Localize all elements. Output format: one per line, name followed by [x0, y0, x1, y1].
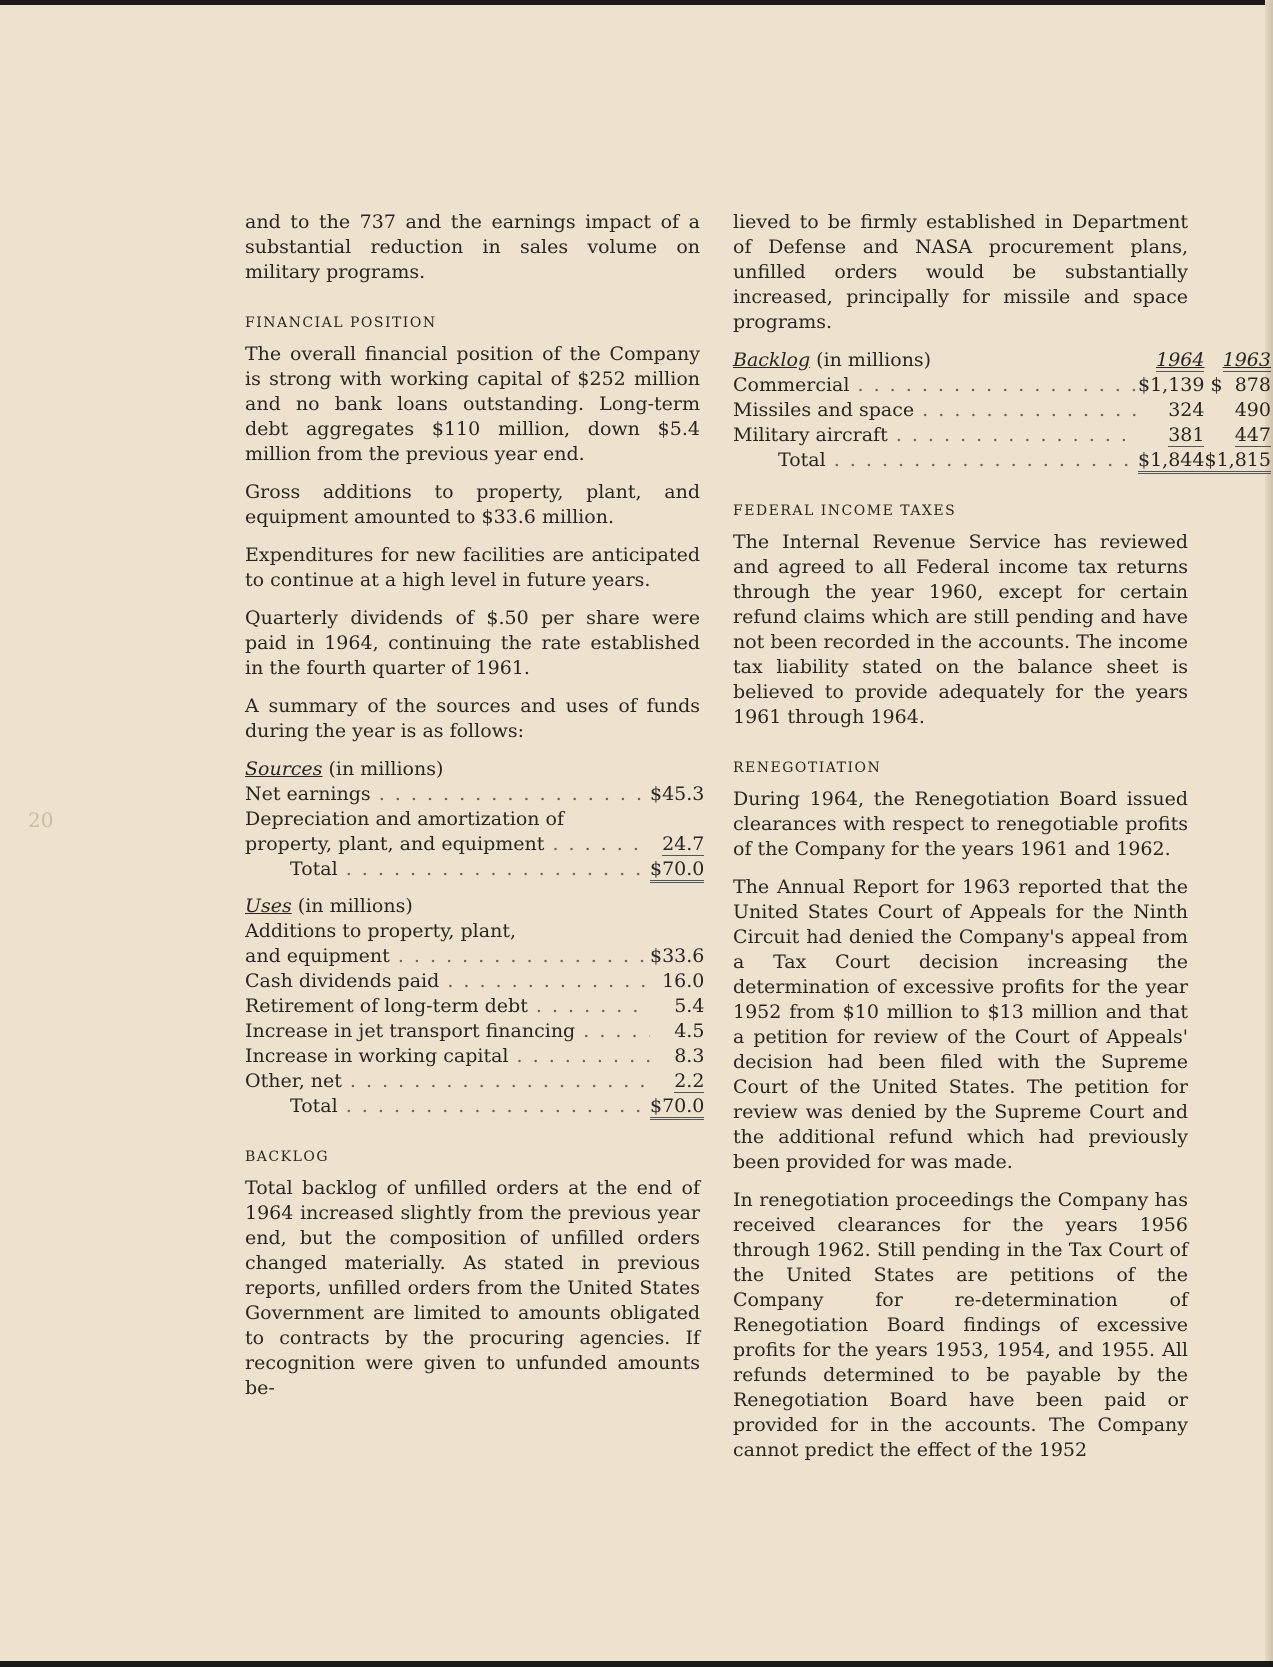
row-value: 5.4 [674, 995, 705, 1017]
intro-paragraph: and to the 737 and the earnings impact of a substantial reduction in sales volume on military programs. [245, 211, 700, 283]
row-label: Additions to property, plant, [245, 920, 516, 942]
value-1964: 324 [1168, 399, 1205, 421]
total-row [733, 448, 1271, 473]
paragraph: The Annual Report for 1963 reported that the United States Court of Appeals for the Ninth Circuit had denied the Company's appeal from a Tax Court decision increasing the determination of excessive profits for the year 1952 from $10 million to $13 million and that a petition for review of the Court of Appeals' decision had been filed with the Supreme Court of the United States. The petition for review was denied by the Supreme Court and the additional refund which had previously been provided for was made. [733, 876, 1188, 1173]
row-label: Increase in working capital . . . [245, 1044, 650, 1069]
row-label: Commercial . . . [733, 373, 1138, 398]
total-value: $70.0 [650, 1095, 704, 1120]
page-number: 20 [28, 808, 54, 832]
row-label: Other, net . . . [245, 1069, 650, 1094]
section-heading-federal-income-taxes: FEDERAL INCOME TAXES [733, 503, 957, 519]
paragraph: Expenditures for new facilities are anticipated to continue at a high level in future years. [245, 544, 700, 591]
row-label: and equipment . . . [245, 944, 650, 969]
caption-suffix: (in millions) [291, 895, 413, 917]
sources-caption: Sources [245, 758, 323, 780]
value-1964: $1,139 [1138, 374, 1205, 396]
paragraph: Gross additions to property, plant, and equipment amounted to $33.6 million. [245, 481, 700, 528]
row-label: property, plant, and equipment . . . [245, 832, 650, 857]
table-row [245, 944, 704, 969]
scan-right-edge [1265, 0, 1273, 1667]
total-1964: $1,844 [1138, 449, 1204, 474]
paragraph: Quarterly dividends of $.50 per share were paid in 1964, continuing the rate established in the fourth quarter of 1961. [245, 607, 700, 679]
section-heading-backlog: BACKLOG [245, 1149, 330, 1165]
uses-table [245, 894, 704, 1119]
value-1963: $ 878 [1210, 374, 1271, 396]
value-1963: 447 [1234, 424, 1271, 446]
table-row [733, 398, 1271, 423]
column-header-1964: 1964 [1156, 349, 1205, 371]
row-value [650, 919, 704, 944]
table-row [245, 969, 704, 994]
backlog-caption: Backlog [733, 349, 811, 371]
total-value: $70.0 [650, 858, 704, 883]
table-row [245, 1044, 704, 1069]
caption-suffix: (in millions) [322, 758, 444, 780]
paragraph: During 1964, the Renegotiation Board issued clearances with respect to renegotiable profits of the Company for the years 1961 and 1962. [733, 788, 1188, 860]
value-1963: 490 [1234, 399, 1271, 421]
table-row [733, 373, 1271, 398]
row-value: 4.5 [674, 1020, 705, 1042]
intro-paragraph: lieved to be firmly established in Department of Defense and NASA procurement plans, unfilled orders would be substantially increased, principally for missile and space programs. [733, 211, 1188, 333]
row-label: Cash dividends paid . . . [245, 969, 650, 994]
total-1963: $1,815 [1204, 449, 1270, 474]
row-label: Missiles and space . . . [733, 398, 1138, 423]
table-row [245, 1069, 704, 1094]
total-row [245, 857, 704, 882]
row-label: Military aircraft . . . [733, 423, 1138, 448]
table-row [245, 1019, 704, 1044]
paragraph: Total backlog of unfilled orders at the end of 1964 increased slightly from the previous year end, but the composition of unfilled orders changed materially. As stated in previous reports, unfilled orders from the United States Government are limited to amounts obligated to contracts by the procuring agencies. If recognition were given to unfunded amounts be- [245, 1177, 700, 1399]
right-column [733, 210, 1271, 1476]
total-label: Total . . . [245, 857, 650, 882]
table-row [733, 423, 1271, 448]
paragraph: A summary of the sources and uses of funds during the year is as follows: [245, 695, 700, 742]
paragraph: In renegotiation proceedings the Company has received clearances for the years 1956 through 1962. Still pending in the Tax Court of the United States are petitions of the Company for re-determination of Renegotiation Board findings of excessive profits for the years 1953, 1954, and 1955. All refunds determined to be payable by the Renegotiation Board have been paid or provided for in the accounts. The Company cannot predict the effect of the 1952 [733, 1189, 1188, 1461]
row-label: Net earnings . . . [245, 782, 650, 807]
row-label: Retirement of long-term debt . . . [245, 994, 650, 1019]
table-row [245, 919, 704, 944]
section-heading-renegotiation: RENEGOTIATION [733, 760, 882, 776]
column-header-1963: 1963 [1222, 349, 1271, 371]
row-value: 24.7 [662, 833, 705, 855]
row-value: 2.2 [674, 1070, 705, 1092]
row-label: Increase in jet transport financing . . . [245, 1019, 650, 1044]
left-column [245, 210, 705, 1414]
table-row [245, 832, 704, 857]
row-value: 8.3 [674, 1045, 705, 1067]
row-label: Depreciation and amortization of [245, 808, 565, 830]
total-label: Total . . . [245, 1094, 650, 1119]
section-heading-financial-position: FINANCIAL POSITION [245, 315, 437, 331]
table-row [245, 994, 704, 1019]
total-row [245, 1094, 704, 1119]
caption-suffix: (in millions) [810, 349, 932, 371]
uses-caption: Uses [245, 895, 292, 917]
scan-bottom-border [0, 1661, 1273, 1667]
total-label: Total . . . [733, 448, 1138, 473]
paragraph: The overall financial position of the Company is strong with working capital of $252 million and no bank loans outstanding. Long-term debt aggregates $110 million, down $5.4 million from the previous year end. [245, 343, 700, 465]
value-1964: 381 [1168, 424, 1205, 446]
scan-top-border [0, 0, 1273, 5]
table-row [245, 782, 704, 807]
paragraph: The Internal Revenue Service has reviewed and agreed to all Federal income tax returns through the year 1960, except for certain refund claims which are still pending and have not been recorded in the accounts. The income tax liability stated on the balance sheet is believed to provide adequately for the years 1961 through 1964. [733, 531, 1188, 728]
backlog-table [733, 348, 1271, 473]
row-value [650, 807, 704, 832]
row-value: $45.3 [650, 783, 705, 805]
row-value: $33.6 [650, 945, 705, 967]
sources-table [245, 757, 704, 882]
table-row [245, 807, 704, 832]
row-value: 16.0 [662, 970, 705, 992]
